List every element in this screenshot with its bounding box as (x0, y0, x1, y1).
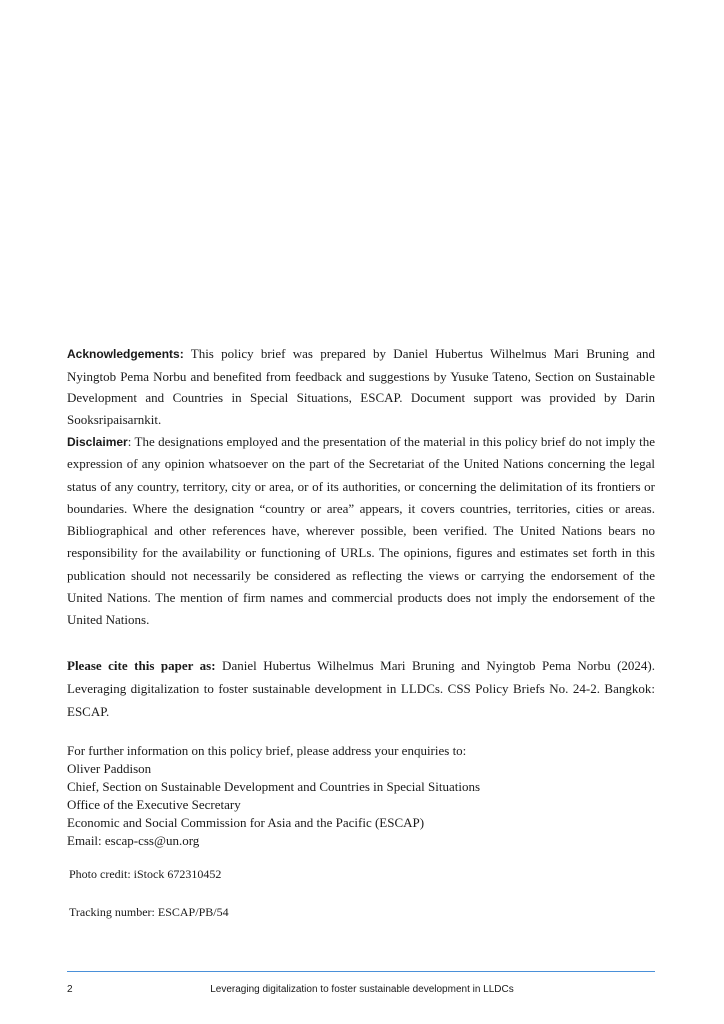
citation-label: Please cite this paper as: (67, 658, 216, 673)
contact-intro: For further information on this policy brief, please address your enquiries to: (67, 743, 467, 758)
contact-email: Email: escap-css@un.org (67, 833, 200, 848)
photo-credit: Photo credit: iStock 672310452 (69, 867, 222, 881)
acknowledgements-text: This policy brief was prepared by Daniel Hubertus Wilhelmus Mari Bruning and Nyingtob Pema Norbu and benefited from feedback and suggestions by Yusuke Tateno, Section on Sustainable Development and Countries in Special Situations, ESCAP. Document support was provided by Darin Sooksripaisarnkit. (67, 346, 655, 427)
contact-title: Chief, Section on Sustainable Development and Countries in Special Situations (67, 779, 481, 794)
acknowledgements-label: Acknowledgements: (67, 347, 184, 361)
tracking-number: Tracking number: ESCAP/PB/54 (69, 905, 229, 919)
contact-block (67, 742, 655, 850)
disclaimer-text: : The designations employed and the presentation of the material in this policy brief do not imply the expression of any opinion whatsoever on the part of the Secretariat of the United Nations concerning the legal status of any country, territory, city or area, or of its authorities, or concerning the delimitation of its frontiers or boundaries. Where the designation “country or area” appears, it covers countries, territories, cities or areas. Bibliographical and other references have, wherever possible, been verified. The United Nations bears no responsibility for the availability or functioning of URLs. The opinions, figures and estimates set forth in this publication should not necessarily be considered as reflecting the views or carrying the endorsement of the United Nations. The mention of firm names and commercial products does not imply the endorsement of the United Nations. (67, 434, 655, 628)
contact-name: Oliver Paddison (67, 761, 152, 776)
footer-title: Leveraging digitalization to foster sustainable development in LLDCs (210, 984, 514, 995)
citation-paragraph (67, 654, 655, 723)
footer-divider (67, 971, 655, 972)
acknowledgements-paragraph (67, 343, 655, 430)
contact-organization: Economic and Social Commission for Asia and the Pacific (ESCAP) (67, 815, 425, 830)
disclaimer-label: Disclaimer (67, 435, 128, 449)
page-number: 2 (67, 984, 73, 995)
contact-office: Office of the Executive Secretary (67, 797, 241, 812)
citation-text: Daniel Hubertus Wilhelmus Mari Bruning and Nyingtob Pema Norbu (2024). Leveraging digitalization to foster sustainable development in LLDCs. CSS Policy Briefs No. 24-2. Bangkok: ESCAP. (67, 658, 655, 719)
disclaimer-paragraph (67, 431, 655, 632)
